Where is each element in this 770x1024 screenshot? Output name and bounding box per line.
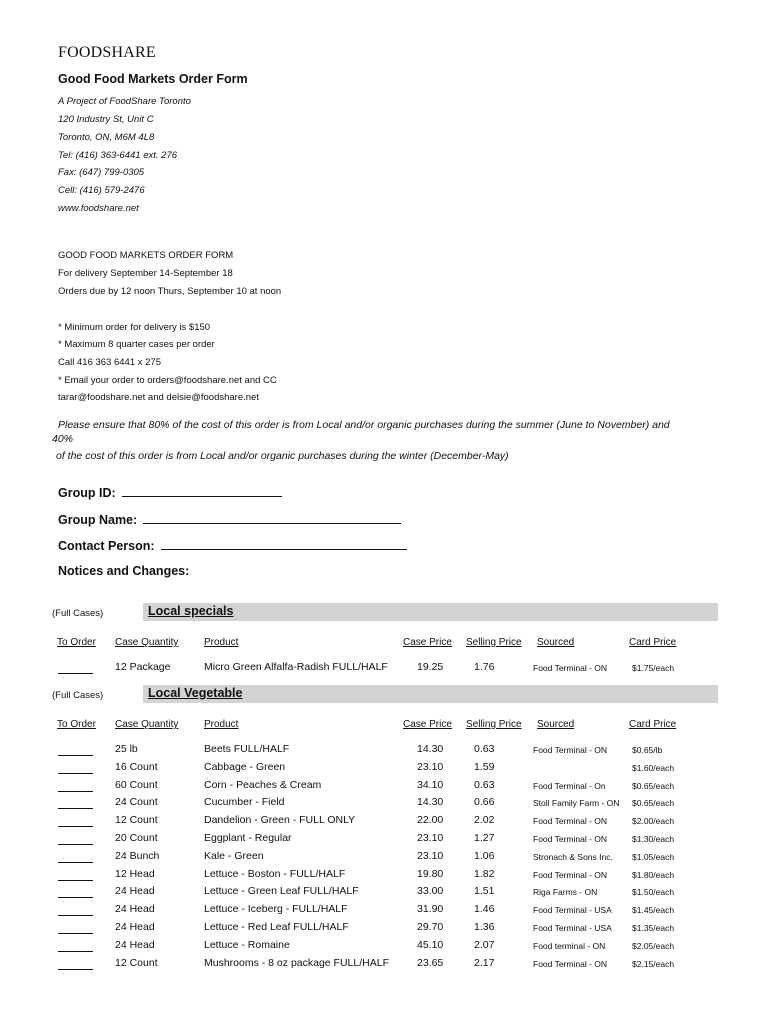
- card-price: $2.05/each: [632, 940, 675, 951]
- case-quantity: 24 Head: [115, 885, 155, 898]
- case-quantity: 12 Package: [115, 661, 171, 673]
- vegetable-title: Local Vegetable: [148, 686, 243, 700]
- to-order-input[interactable]: [58, 915, 93, 916]
- sourced: Food Terminal - On: [533, 780, 606, 791]
- group-id-line[interactable]: [122, 485, 282, 497]
- case-price: 33.00: [417, 885, 444, 898]
- sourced: Food Terminal - ON: [533, 663, 608, 673]
- col-sourced: Sourced: [537, 637, 575, 648]
- card-price: $1.80/each: [632, 869, 675, 880]
- card-price: $1.45/each: [632, 905, 675, 916]
- card-price: $1.30/each: [632, 834, 675, 844]
- call-info: Call 416 363 6441 x 275: [58, 357, 161, 368]
- product-name: Beets FULL/HALF: [204, 743, 290, 755]
- address-line: Fax: (647) 799-0305: [58, 167, 145, 178]
- contact-person-label: Contact Person:: [58, 539, 155, 553]
- to-order-input[interactable]: [58, 808, 93, 809]
- form-title: Good Food Markets Order Form: [58, 72, 248, 86]
- case-quantity: 20 Count: [115, 832, 158, 844]
- sourced: Food Terminal - ON: [533, 816, 608, 827]
- case-quantity: 12 Count: [115, 814, 158, 827]
- case-price: 22.00: [417, 814, 444, 827]
- sourced: Stoll Family Farm - ON: [533, 798, 620, 809]
- case-quantity: 60 Count: [115, 778, 158, 791]
- col-case-price: Case Price: [403, 637, 452, 648]
- case-price: 19.80: [417, 867, 444, 880]
- product-name: Lettuce - Romaine: [204, 938, 290, 951]
- selling-price: 0.63: [474, 743, 495, 755]
- email-info: * Email your order to orders@foodshare.net and CC: [58, 375, 277, 386]
- product-name: Lettuce - Green Leaf FULL/HALF: [204, 885, 359, 898]
- case-quantity: 24 Head: [115, 903, 155, 916]
- card-price: $1.75/each: [632, 663, 675, 673]
- case-price: 34.10: [417, 778, 444, 791]
- case-quantity: 24 Count: [115, 796, 158, 809]
- case-price: 23.10: [417, 760, 444, 773]
- to-order-input[interactable]: [58, 773, 93, 774]
- selling-price: 0.66: [474, 796, 495, 809]
- sourced: Food terminal - ON: [533, 940, 606, 951]
- sourced: Food Terminal - ON: [533, 745, 608, 755]
- selling-price: 2.17: [474, 956, 495, 969]
- group-name-label: Group Name:: [58, 513, 138, 527]
- selling-price: 1.27: [474, 832, 495, 844]
- col-case-price: Case Price: [403, 719, 452, 730]
- selling-price: 0.63: [474, 778, 495, 791]
- local-notice-line2: 40%: [52, 433, 74, 445]
- brand-name: FOODSHARE: [58, 44, 156, 61]
- address-line: Tel: (416) 363-6441 ext. 276: [58, 150, 178, 161]
- to-order-input[interactable]: [58, 791, 93, 792]
- col-to-order: To Order: [57, 719, 96, 730]
- card-price: $2.00/each: [632, 816, 675, 827]
- sourced: Riga Farms - ON: [533, 887, 598, 898]
- address-line: Cell: (416) 579-2476: [58, 185, 145, 196]
- sourced: Food Terminal - USA: [533, 923, 612, 933]
- to-order-input[interactable]: [58, 969, 93, 970]
- sourced: Food Terminal - ON: [533, 834, 608, 844]
- email-cc: tarar@foodshare.net and delsie@foodshare.net: [58, 392, 259, 403]
- product-name: Micro Green Alfalfa-Radish FULL/HALF: [204, 661, 388, 673]
- selling-price: 1.82: [474, 867, 495, 880]
- case-price: 23.10: [417, 832, 444, 844]
- sourced: Food Terminal - USA: [533, 905, 612, 916]
- to-order-input[interactable]: [58, 844, 93, 845]
- col-product: Product: [204, 719, 239, 730]
- group-name-line[interactable]: [143, 512, 401, 524]
- to-order-input[interactable]: [58, 933, 93, 934]
- address-line: 120 Industry St, Unit C: [58, 114, 154, 125]
- col-selling-price: Selling Price: [466, 637, 522, 648]
- col-to-order: To Order: [57, 637, 96, 648]
- specials-full-cases: (Full Cases): [52, 608, 104, 619]
- product-name: Cabbage - Green: [204, 760, 286, 773]
- to-order-input[interactable]: [58, 862, 93, 863]
- selling-price: 1.59: [474, 760, 495, 773]
- group-name-field[interactable]: [58, 512, 401, 527]
- product-name: Mushrooms - 8 oz package FULL/HALF: [204, 956, 389, 969]
- delivery-dates: For delivery September 14-September 18: [58, 268, 233, 279]
- minimum-order: * Minimum order for delivery is $150: [58, 322, 211, 333]
- to-order-input[interactable]: [58, 755, 93, 756]
- card-price: $0.65/lb: [632, 745, 663, 755]
- specials-title: Local specials: [148, 604, 234, 618]
- contact-person-line[interactable]: [161, 538, 407, 550]
- case-price: 45.10: [417, 938, 444, 951]
- col-selling-price: Selling Price: [466, 719, 522, 730]
- card-price: $0.65/each: [632, 780, 675, 791]
- group-id-label: Group ID:: [58, 486, 116, 500]
- case-price: 29.70: [417, 921, 444, 933]
- to-order-input[interactable]: [58, 880, 93, 881]
- col-case-quantity: Case Quantity: [115, 719, 179, 730]
- case-price: 19.25: [417, 661, 444, 673]
- case-quantity: 24 Head: [115, 921, 155, 933]
- to-order-input[interactable]: [58, 897, 93, 898]
- card-price: $1.60/each: [632, 762, 675, 773]
- case-quantity: 24 Bunch: [115, 849, 160, 862]
- case-quantity: 24 Head: [115, 938, 155, 951]
- to-order-input[interactable]: [58, 673, 93, 674]
- sourced: Food Terminal - ON: [533, 958, 608, 969]
- case-quantity: 12 Count: [115, 956, 158, 969]
- to-order-input[interactable]: [58, 951, 93, 952]
- local-notice-line1: Please ensure that 80% of the cost of this order is from Local and/or organic purchases during the summer (June to November) and: [58, 419, 670, 431]
- selling-price: 1.06: [474, 849, 495, 862]
- case-quantity: 25 lb: [115, 743, 138, 755]
- product-name: Lettuce - Boston - FULL/HALF: [204, 867, 346, 880]
- product-name: Cucumber - Field: [204, 796, 285, 809]
- product-name: Lettuce - Iceberg - FULL/HALF: [204, 903, 348, 916]
- card-price: $1.05/each: [632, 851, 675, 862]
- product-name: Lettuce - Red Leaf FULL/HALF: [204, 921, 349, 933]
- case-price: 23.65: [417, 956, 444, 969]
- local-notice-line3: of the cost of this order is from Local and/or organic purchases during the winter (December-May): [56, 450, 509, 462]
- product-name: Corn - Peaches & Cream: [204, 778, 322, 791]
- selling-price: 1.51: [474, 885, 495, 898]
- card-price: $2.15/each: [632, 958, 675, 969]
- col-product: Product: [204, 637, 239, 648]
- col-case-quantity: Case Quantity: [115, 637, 179, 648]
- product-name: Kale - Green: [204, 849, 264, 862]
- address-line: Toronto, ON, M6M 4L8: [58, 132, 155, 143]
- case-quantity: 12 Head: [115, 867, 155, 880]
- vegetable-full-cases: (Full Cases): [52, 690, 104, 701]
- card-price: $1.35/each: [632, 923, 675, 933]
- selling-price: 1.36: [474, 921, 495, 933]
- card-price: $0.65/each: [632, 798, 675, 809]
- card-price: $1.50/each: [632, 887, 675, 898]
- maximum-order: * Maximum 8 quarter cases per order: [58, 339, 215, 350]
- product-name: Dandelion - Green - FULL ONLY: [204, 814, 356, 827]
- case-price: 14.30: [417, 796, 444, 809]
- order-deadline: Orders due by 12 noon Thurs, September 10 at noon: [58, 286, 282, 297]
- case-price: 31.90: [417, 903, 444, 916]
- to-order-input[interactable]: [58, 826, 93, 827]
- selling-price: 2.07: [474, 938, 495, 951]
- col-card-price: Card Price: [629, 637, 677, 648]
- address-line: A Project of FoodShare Toronto: [58, 96, 191, 107]
- sourced: Food Terminal - ON: [533, 869, 608, 880]
- sourced: Stronach & Sons Inc.: [533, 851, 613, 862]
- case-price: 14.30: [417, 743, 444, 755]
- website: www.foodshare.net: [58, 203, 139, 214]
- contact-person-field[interactable]: [58, 538, 407, 553]
- selling-price: 2.02: [474, 814, 495, 827]
- selling-price: 1.46: [474, 903, 495, 916]
- col-sourced: Sourced: [537, 719, 575, 730]
- product-name: Eggplant - Regular: [204, 832, 292, 844]
- case-price: 23.10: [417, 849, 444, 862]
- group-id-field[interactable]: [58, 485, 282, 500]
- case-quantity: 16 Count: [115, 760, 158, 773]
- order-heading: GOOD FOOD MARKETS ORDER FORM: [58, 250, 234, 261]
- col-card-price: Card Price: [629, 719, 677, 730]
- notices-heading: Notices and Changes:: [58, 564, 190, 578]
- selling-price: 1.76: [474, 661, 495, 673]
